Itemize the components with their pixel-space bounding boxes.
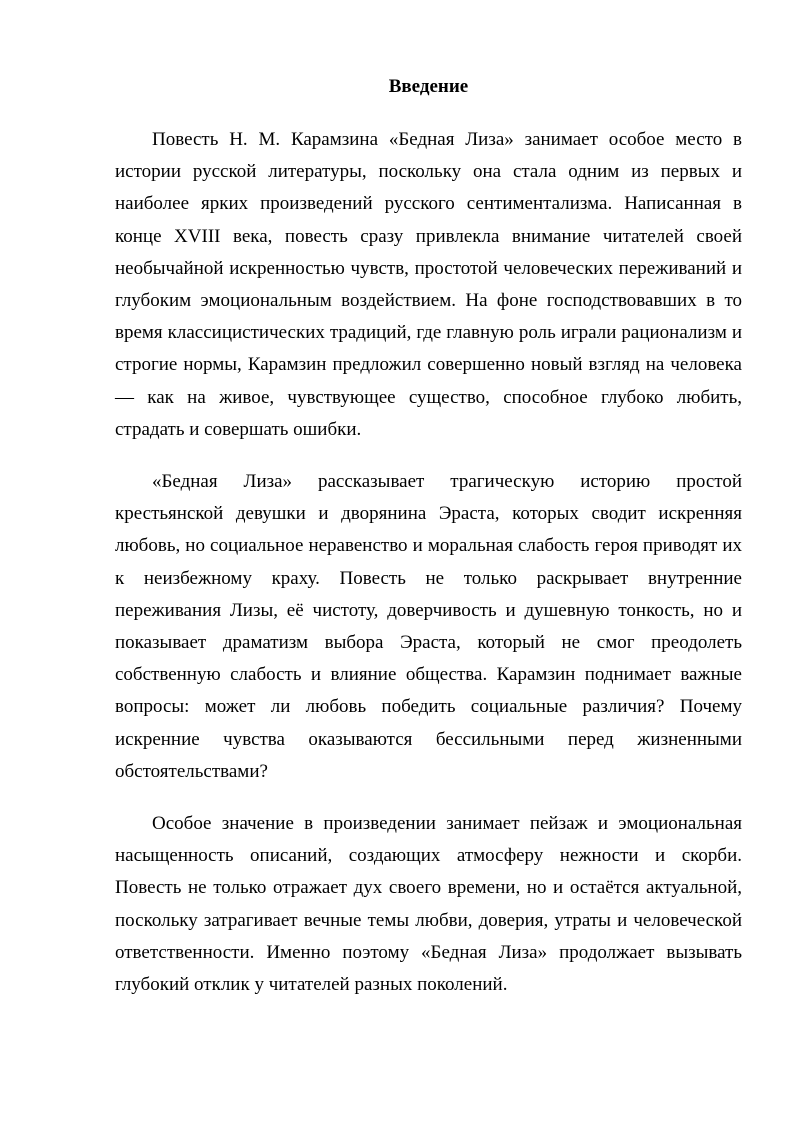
document-body: [115, 124, 742, 1021]
paragraph-3: Особое значение в произведении занимает пейзаж и эмоциональная насыщенность описаний, создающих атмосферу нежности и скорби. Повесть не только отражает дух своего времени, но и остаётся актуальной, поскольку затрагивает вечные темы любви, доверия, утраты и человеческой ответственности. Именно поэтому «Бедная Лиза» продолжает вызывать глубокий отклик у читателей разных поколений.: [115, 813, 742, 996]
paragraph-2: «Бедная Лиза» рассказывает трагическую историю простой крестьянской девушки и дворянина Эраста, которых сводит искренняя любовь, но социальное неравенство и моральная слабость героя приводят их к неизбежному краху. Повесть не только раскрывает внутренние переживания Лизы, её чистоту, доверчивость и душевную тонкость, но и показывает драматизм выбора Эраста, который не смог преодолеть собственную слабость и влияние общества. Карамзин поднимает важные вопросы: может ли любовь победить социальные различия? Почему искренние чувства оказываются бессильными перед жизненными обстоятельствами?: [115, 471, 742, 782]
paragraph-1: Повесть Н. М. Карамзина «Бедная Лиза» занимает особое место в истории русской литературы, поскольку она стала одним из первых и наиболее ярких произведений русского сентиментализма. Написанная в конце XVIII века, повесть сразу привлекла внимание читателей своей необычайной искренностью чувств, простотой человеческих переживаний и глубоким эмоциональным воздействием. На фоне господствовавших в то время классицистических традиций, где главную роль играли рационализм и строгие нормы, Карамзин предложил совершенно новый взгляд на человека — как на живое, чувствующее существо, способное глубоко любить, страдать и совершать ошибки.: [115, 129, 742, 440]
page-title: Введение: [388, 76, 469, 97]
